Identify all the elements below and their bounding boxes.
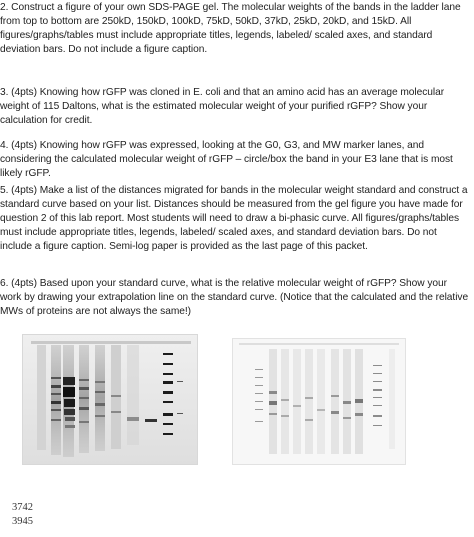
question-6: 6. (4pts) Based upon your standard curve, what is the relative molecular weight of rGFP? Show your work by drawing your extrapolation line on the standard curve. (Notice that the calculated and the relative MWs of proteins are not always the same!) (0, 278, 469, 317)
sds-page-gel-image-left (22, 334, 198, 465)
question-2: 2. Construct a figure of your own SDS-PAGE gel. The molecular weights of the bands in the ladder lane from top to bottom are 250kD, 150kD, 100kD, 75kD, 50kD, 37kD, 25kD, 20kD, and 15kD. All figures/graphs/tables must include appropriate titles, legends, labeled/ scaled axes, and standard deviation bars. Do not include a figure caption. (0, 2, 461, 55)
question-3: 3. (4pts) Knowing how rGFP was cloned in E. coli and that an amino acid has an average molecular weight of 115 Daltons, what is the estimated molecular weight of your purified rGFP? Show your calculation for credit. (0, 87, 445, 126)
question-5: 5. (4pts) Make a list of the distances migrated for bands in the molecular weight standard and construct a standard curve based on your list. Distances should be measured from the gel figure you have made for question 2 of this lab report. Most students will need to draw a bi-phasic curve. All figures/graphs/tables must include appropriate titles, legends, labeled/ scaled axes, and standard deviation bars. Do not include a figure caption. Semi-log paper is provided as the last page of this packet. (0, 185, 468, 252)
gel-left-drawing (23, 335, 198, 465)
handwritten-note-1: 3742 (12, 502, 33, 513)
question-4: 4. (4pts) Knowing how rGFP was expressed, looking at the G0, G3, and MW marker lanes, and considering the calculated molecular weight of rGFP – circle/box the band in your E3 lane that is most likely rGFP. (0, 140, 453, 179)
handwritten-note-2: 3945 (12, 516, 33, 527)
gel-right-drawing (233, 339, 406, 465)
sds-page-gel-image-right (232, 338, 406, 465)
